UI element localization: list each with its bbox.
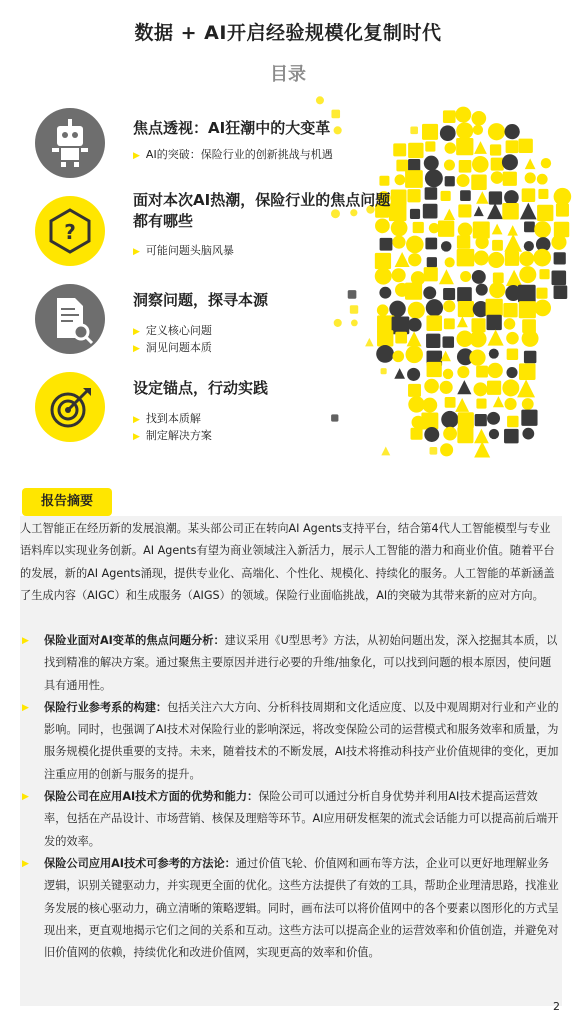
decorative-icon-tile [472,270,486,284]
decorative-icon-tile [441,411,458,428]
decorative-icon-tile [406,236,424,254]
decorative-icon-tile [429,223,440,234]
decorative-icon-tile [444,209,455,220]
decorative-icon-tile [445,397,456,408]
decorative-icon-tile [504,234,522,252]
decorative-icon-tile [476,191,488,203]
decorative-icon-tile [522,330,539,347]
decorative-icon-tile [375,253,391,269]
decorative-icon-tile [457,380,471,394]
decorative-icon-tile [537,174,548,185]
decorative-icon-tile [375,268,392,285]
decorative-icon-tile [455,398,469,412]
decorative-icon-tile [503,172,517,186]
summary-tag: 报告摘要 [22,488,112,516]
document-search-icon [35,284,105,354]
decorative-icon-tile [408,384,421,397]
summary-bullets [22,630,560,964]
decorative-icon-tile [519,363,536,380]
decorative-icon-tile [381,368,387,374]
decorative-icon-tile [475,414,487,426]
decorative-icon-tile [552,271,567,286]
decorative-icon-tile [443,288,455,300]
decorative-icon-tile [406,346,423,363]
decorative-icon-tile [424,427,439,442]
decorative-icon-tile [476,366,488,378]
decorative-icon-tile [492,240,503,251]
decorative-icon-tile [422,398,437,413]
decorative-icon-tile [473,125,483,135]
decorative-icon-tile [413,222,424,233]
decorative-icon-tile [504,190,519,205]
decorative-icon-tile [506,332,519,345]
decorative-icon-tile [425,238,437,250]
decorative-icon-tile [457,249,475,267]
decorative-icon-tile [410,209,420,219]
decorative-icon-tile [488,123,505,140]
decorative-icon-tile [396,160,408,172]
decorative-icon-tile [488,252,504,268]
decorative-icon-tile [472,156,489,173]
decorative-icon-tile [316,96,324,104]
decorative-icon-tile [365,338,374,347]
decorative-icon-tile [460,271,471,282]
decorative-icon-tile [430,447,438,455]
toc-heading: 设定锚点，行动实践 [133,379,269,397]
decorative-icon-tile [443,300,455,312]
decorative-icon-tile [518,139,532,153]
decorative-icon-tile [522,188,536,202]
decorative-icon-tile [537,205,553,221]
decorative-icon-tile [507,225,517,235]
decorative-icon-tile [474,429,489,444]
decorative-icon-tile [502,203,519,220]
decorative-icon-tile [443,369,453,379]
decorative-icon-tile [351,320,358,327]
decorative-icon-tile [457,316,468,327]
decorative-icon-tile [405,283,422,300]
decorative-icon-tile [474,141,487,154]
decorative-icon-tile [491,158,504,171]
decorative-icon-tile [457,235,470,248]
decorative-icon-tile [554,252,566,264]
decorative-icon-tile [456,138,473,155]
robot-icon [35,108,105,178]
decorative-icon-tile [426,299,443,316]
page-number: 2 [553,1000,560,1013]
decorative-icon-tile [502,379,519,396]
decorative-icon-tile [444,318,455,329]
decorative-icon-tile [538,189,548,199]
decorative-icon-tile [493,272,504,283]
decorative-icon-tile [536,288,547,299]
decorative-icon-tile [392,316,410,334]
decorative-icon-tile [489,349,499,359]
decorative-icon-tile [507,416,518,427]
decorative-icon-tile [380,238,393,251]
decorative-icon-tile [408,302,425,319]
toc-heading: 焦点透视：AI狂潮中的大变革 [133,119,331,137]
decorative-icon-tile [524,351,536,363]
decorative-icon-tile [522,428,534,440]
decorative-icon-tile [410,127,418,135]
decorative-icon-tile [475,236,488,249]
decorative-icon-tile [504,124,519,139]
decorative-icon-tile [426,315,442,331]
decorative-icon-tile [331,414,338,421]
decorative-icon-tile [377,330,393,346]
decorative-icon-tile [459,160,472,173]
decorative-icon-tile [441,241,452,252]
decorative-icon-tile [458,223,473,238]
toc-sub-item: ▶ AI的突破：保险行业的创新挑战与机遇 [133,148,333,161]
decorative-icon-tile [520,203,537,220]
decorative-icon-tile [331,110,340,119]
decorative-icon-tile [554,285,568,299]
decorative-icon-tile [421,413,438,430]
decorative-icon-tile [426,334,440,348]
decorative-icon-tile [408,253,421,266]
decorative-icon-tile [554,222,569,237]
decorative-icon-tile [392,351,404,363]
decorative-icon-tile [474,251,489,266]
decorative-icon-tile [425,141,435,151]
decorative-icon-tile [551,235,566,250]
decorative-icon-tile [476,399,486,409]
decorative-icon-tile [441,191,451,201]
decorative-icon-tile [534,221,551,238]
summary-bullet: ▶ 保险行业参考系的构建：包括关注六大方向、分析科技周期和文化适应度、以及中观周期对行业和产业的影响。同时，也强调了AI技术对保险行业的影响深远，将改变保险公司的运营模式和服务效率和质量，为服务规模化提供重要的支持。未来，随着技术的不断发展，AI技术将推动科技产业价值规律的变化，更加注重应用的创新与服务的提升。 [22,700,559,781]
decorative-icon-tile [525,172,536,183]
decorative-icon-tile [486,315,501,330]
decorative-icon-tile [541,158,551,168]
decorative-icon-tile [424,267,438,281]
question-icon [35,196,105,266]
decorative-icon-tile [395,332,407,344]
decorative-icon-tile [425,187,438,200]
target-icon [35,372,105,442]
decorative-icon-tile [395,174,406,185]
decorative-icon-tile [438,221,454,237]
decorative-icon-tile [554,188,572,206]
toc-heading: 面对本次AI热潮，保险行业的焦点问题都有哪些 [133,191,391,230]
decorative-icon-tile [473,382,487,396]
decorative-icon-tile [519,301,536,318]
decorative-icon-tile [521,410,537,426]
decorative-icon-tile [490,144,501,155]
decorative-icon-tile [392,236,405,249]
decorative-icon-tile [444,160,455,171]
decorative-icon-tile [408,396,424,412]
decorative-icon-tile [445,142,456,153]
decorative-icon-tile [506,140,519,153]
decorative-icon-tile [392,268,406,282]
decorative-icon-tile [556,204,569,217]
decorative-icon-tile [334,319,342,327]
decorative-icon-tile [445,257,455,267]
decorative-icon-tile [493,396,504,407]
decorative-icon-tile [474,441,490,457]
decorative-icon-tile [504,429,519,444]
decorative-icon-tile [440,125,456,141]
decorative-icon-tile [393,143,406,156]
decorative-icon-tile [487,203,503,219]
decorative-icon-tile [456,122,473,139]
decorative-icon-tile [443,336,455,348]
decorative-icon-tile [379,176,389,186]
decorative-icon-tile [504,318,516,330]
decorative-icon-tile [503,303,517,317]
decorative-icon-tile [524,222,535,233]
decorative-icon-tile [458,412,474,428]
toc-title: 目录 [270,64,306,85]
decorative-icon-tile [487,381,501,395]
decorative-icon-tile [445,176,455,186]
decorative-icon-tile [440,443,453,456]
decorative-icon-tile [408,159,420,171]
decorative-icon-tile [423,286,436,299]
decorative-icon-tile [407,368,420,381]
decorative-icon-tile [471,318,485,332]
decorative-icon-tile [457,366,469,378]
toc-sub-item: ▶ 可能问题头脑风暴 [133,244,234,257]
decorative-icon-tile [407,189,420,202]
decorative-icon-tile [422,124,438,140]
decorative-icon-tile [405,170,423,188]
decorative-icon-tile [504,398,516,410]
decorative-icon-tile [470,331,487,348]
decorative-icon-tile [458,204,471,217]
decorative-icon-tile [457,427,473,443]
decorative-icon-tile [517,379,535,397]
decorative-icon-tile [486,299,503,316]
decorative-icon-tile [424,156,439,171]
decorative-icon-tile [474,206,484,216]
decorative-icon-tile [488,363,503,378]
decorative-icon-tile [443,427,457,441]
decorative-icon-tile [455,107,471,123]
toc-sub-item: ▶ 洞见问题本质 [133,341,212,354]
decorative-icon-tile [427,257,437,267]
decorative-icon-tile [533,249,551,267]
decorative-icon-tile [488,330,504,346]
summary-bullet: ▶ 保险公司应用AI技术可参考的方法论：通过价值飞轮、价值网和画布等方法，企业可以更好地理解业务逻辑，识别关键驱动力，并实现更全面的优化。这些方法提供了有效的工具，帮助企业理清思路，找准业务发展的核心驱动力，确立清晰的策略逻辑。同时，画布法可以将价值网中的各个要素以图形化的方式呈现出来，更直观地揭示它们之间的关系和互动。这些方法可以提高企业的运营效率和价值创造，并避免对旧价值网的依赖，持续优化和改进价值网，实现更高的效率和价值。 [22,856,559,960]
decorative-icon-tile [476,284,488,296]
main-title: 数据 + AI开启经验规模化复制时代 [134,22,442,44]
decorative-icon-tile [525,158,536,169]
decorative-icon-tile [424,379,439,394]
decorative-icon-tile [440,381,453,394]
decorative-icon-tile [457,174,470,187]
toc-heading: 洞察问题，探寻本源 [133,291,269,309]
decorative-icon-tile [489,191,502,204]
decorative-icon-tile [439,269,454,284]
decorative-icon-tile [423,204,438,219]
decorative-icon-tile [492,224,503,235]
decorative-icon-tile [425,169,443,187]
decorative-icon-tile [489,429,499,439]
decorative-icon-tile [376,345,394,363]
decorative-icon-tile [489,282,505,298]
decorative-icon-tile [408,143,423,158]
decorative-icon-tile [443,110,456,123]
decorative-icon-tile [469,350,485,366]
summary-bullet: ▶ 保险业面对AI变革的焦点问题分析：建议采用《U型思考》方法，从初始问题出发，深入挖掘其本质，以找到精准的解决方案。通过聚焦主要原因并进行必要的升维/抽象化，可以找到问题的根本原因，使问题具有通用性。 [22,634,558,692]
toc-sub-item: ▶ 制定解决方案 [133,429,212,442]
decorative-icon-tile [395,252,410,267]
decorative-icon-tile [506,367,517,378]
toc-sub-item: ▶ 找到本质解 [133,412,201,425]
decorative-icon-tile [519,266,536,283]
decorative-icon-tile [539,269,549,279]
decorative-icon-tile [427,362,442,377]
decorative-icon-tile [460,190,471,201]
decorative-icon-tile [519,251,534,266]
toc-sub-item: ▶ 定义核心问题 [133,324,212,337]
decorative-icon-tile [491,171,504,184]
summary-bullet: ▶ 保险公司在应用AI技术方面的优势和能力：保险公司可以通过分析自身优势并利用AI技术提高运营效率，包括在产品设计、市场营销、核保及理赔等环节。AI应用研发框架的流式会话能力可以提高前后端开发的效率。 [22,790,559,848]
decorative-icon-tile [381,446,390,455]
decorative-icon-tile [471,175,486,190]
decorative-icon-tile [471,111,486,126]
decorative-icon-tile [507,348,519,360]
decorative-icon-tile [502,154,518,170]
decorative-icon-tile [458,301,474,317]
decorative-icon-tile [524,241,534,251]
svg-text:?: ? [64,220,76,244]
summary-intro: 人工智能正在经历新的发展浪潮。某头部公司正在转向AI Agents支持平台，结合第4代人工智能模型与专业语料库以实现业务创新。AI Agents有望为商业领域注入新活力，展示人工智能的潜力和商业价值。随着平台的发展，新的AI Agents涌现，提供专业化、高端化、个性化、规模化、持续化的服务。人工智能的革新涵盖了生成内容（AIGC）和生成服务（AIGS）的领域。保险行业面临挑战，AI的突破为其带来新的应对方向。 [20,522,555,602]
decorative-icon-tile [487,412,500,425]
decorative-icon-tile [505,252,519,266]
decorative-icon-tile [408,318,422,332]
decorative-icon-tile [457,287,472,302]
decorative-icon-tile [522,398,534,410]
decorative-icon-tile [518,285,536,303]
decorative-icon-tile [411,428,423,440]
decorative-icon-tile [534,300,551,317]
